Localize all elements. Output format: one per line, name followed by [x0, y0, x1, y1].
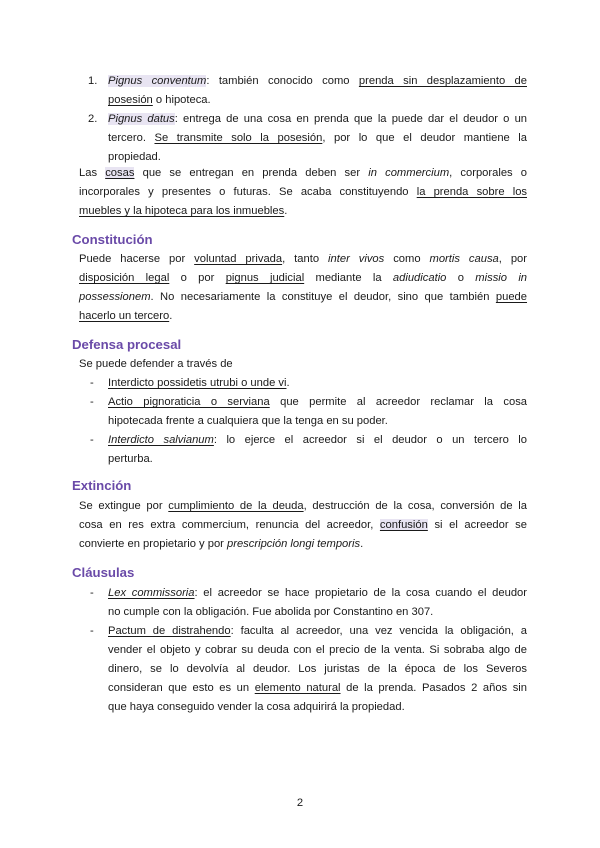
clausula-item-pactum-de-distrahendo: Pactum de distrahendo: faculta al acreedor, una vez vencida la obligación, a vender el objeto y cobrar su deuda con el precio de la venta. Si sobraba algo de dinero, se lo devolvía al deudor. Los juristas de la época de los Severos consideran que esto es un elemento natural de la prenda. Pasados 2 años sin que haya conseguido vender la cosa adquirirá la propiedad.: [108, 625, 528, 713]
list-number-2: 2.: [88, 113, 98, 125]
list-item-pignus-conventum: Pignus conventum: también conocido como prenda sin desplazamiento de posesión o hipoteca.: [108, 75, 527, 106]
term-pignus-conventum: Pignus conventum: [108, 75, 207, 87]
list-item-pignus-datus: Pignus datus: entrega de una cosa en prenda que la puede dar el deudor o un tercero. Se transmite solo la posesión, por lo que el deudor mantiene la propiedad.: [108, 113, 528, 163]
paragraph-defensa-intro: Se puede defender a través de: [79, 358, 233, 370]
heading-defensa-procesal: Defensa procesal: [72, 337, 182, 352]
bullet-dash: -: [90, 396, 94, 408]
clausula-item-lex-commissoria: Lex commissoria: el acreedor se hace propietario de la cosa cuando el deudor no cumple con la obligación. Fue abolida por Constantino en 307.: [108, 587, 527, 618]
bullet-dash: -: [90, 625, 94, 637]
heading-clausulas: Cláusulas: [72, 565, 135, 580]
defensa-item-interdicto-possidetis: Interdicto possidetis utrubi o unde vi.: [108, 377, 290, 389]
defensa-item-interdicto-salvianum: Interdicto salvianum: lo ejerce el acreedor si el deudor o un tercero lo perturba.: [108, 434, 527, 465]
term-pignus-datus: Pignus datus: [108, 113, 175, 125]
heading-extincion: Extinción: [72, 478, 132, 493]
page-number: 2: [296, 797, 304, 809]
paragraph-extincion: Se extingue por cumplimiento de la deuda, destrucción de la cosa, conversión de la cosa en res extra commercium, renuncia del acreedor, confusión si el acreedor se convierte en propietario y por prescripción longi temporis.: [79, 500, 528, 550]
heading-constitucion: Constitución: [72, 232, 153, 247]
defensa-item-actio-pignoraticia: Actio pignoraticia o serviana que permite al acreedor reclamar la cosa hipotecada frente a cualquiera que la tenga en su poder.: [108, 396, 528, 427]
bullet-dash: -: [90, 434, 94, 446]
bullet-dash: -: [90, 377, 94, 389]
bullet-dash: -: [90, 587, 94, 599]
paragraph-cosas: Las cosas que se entregan en prenda deben ser in commercium, corporales o incorporales y presentes o futuras. Se acaba constituyendo la prenda sobre los muebles y la hipoteca para los inmuebles.: [79, 167, 528, 217]
paragraph-constitucion: Puede hacerse por voluntad privada, tanto inter vivos como mortis causa, por disposición legal o por pignus judicial mediante la adiudicatio o missio in possessionem. No necesariamente la constituye el deudor, sino que también puede hacerlo un tercero.: [79, 253, 528, 322]
list-number-1: 1.: [88, 75, 98, 87]
highlight-confusion: confusión: [379, 519, 428, 531]
highlight-cosas: cosas: [105, 167, 135, 179]
